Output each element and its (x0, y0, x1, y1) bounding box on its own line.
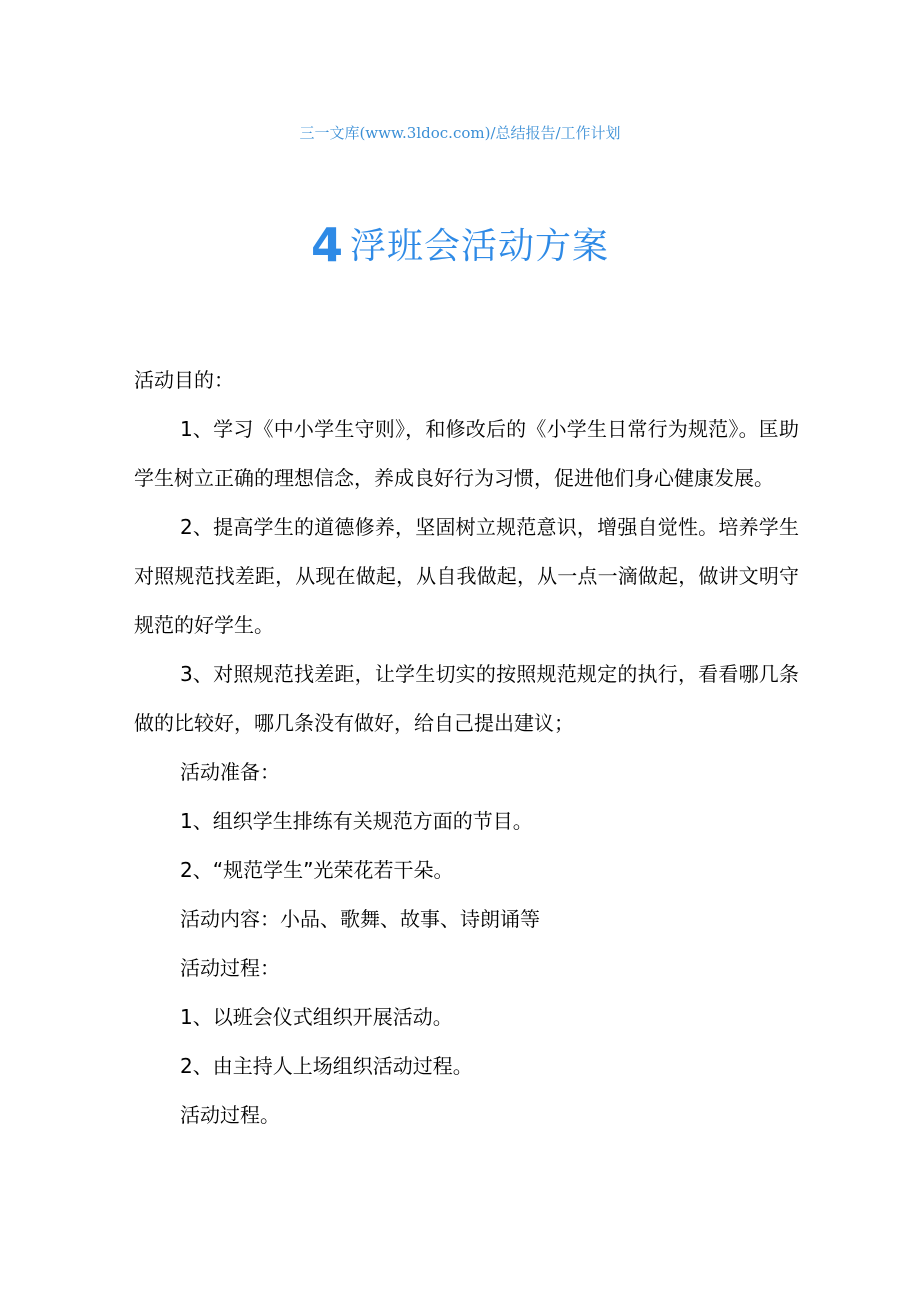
paragraph-purpose-1: 1、学习《中小学生守则》，和修改后的《小学生日常行为规范》。匡助学生树立正确的理想信念，养成良好行为习惯，促进他们身心健康发展。 (134, 417, 799, 490)
paragraph-purpose-2: 2、提高学生的道德修养，坚固树立规范意识，增强自觉性。培养学生对照规范找差距，从现在做起，从自我做起，从一点一滴做起，做讲文明守规范的好学生。 (134, 515, 799, 637)
paragraph-purpose-3: 3、对照规范找差距，让学生切实的按照规范规定的执行，看看哪几条做的比较好，哪几条没有做好，给自己提出建议； (134, 662, 799, 735)
site-header: 三一文库(www.3ldoc.com)/总结报告/工作计划 (299, 124, 621, 142)
paragraph-purpose-heading: 活动目的： (134, 368, 234, 392)
document-body (134, 356, 799, 1140)
paragraph-preparation-2: 2、“规范学生”光荣花若干朵。 (180, 858, 454, 882)
paragraph-content: 活动内容：小品、歌舞、故事、诗朗诵等 (180, 907, 540, 931)
paragraph-process-2: 2、由主持人上场组织活动过程。 (180, 1054, 473, 1078)
paragraph-process-end: 活动过程。 (180, 1103, 280, 1127)
document-title (0, 218, 920, 272)
paragraph-process-1: 1、以班会仪式组织开展活动。 (180, 1005, 453, 1029)
title-text: 浮班会活动方案 (350, 226, 610, 267)
paragraph-preparation-1: 1、组织学生排练有关规范方面的节目。 (180, 809, 533, 833)
title-number: 4 (310, 218, 344, 272)
paragraph-process-heading: 活动过程： (180, 956, 280, 980)
paragraph-preparation-heading: 活动准备： (180, 760, 280, 784)
